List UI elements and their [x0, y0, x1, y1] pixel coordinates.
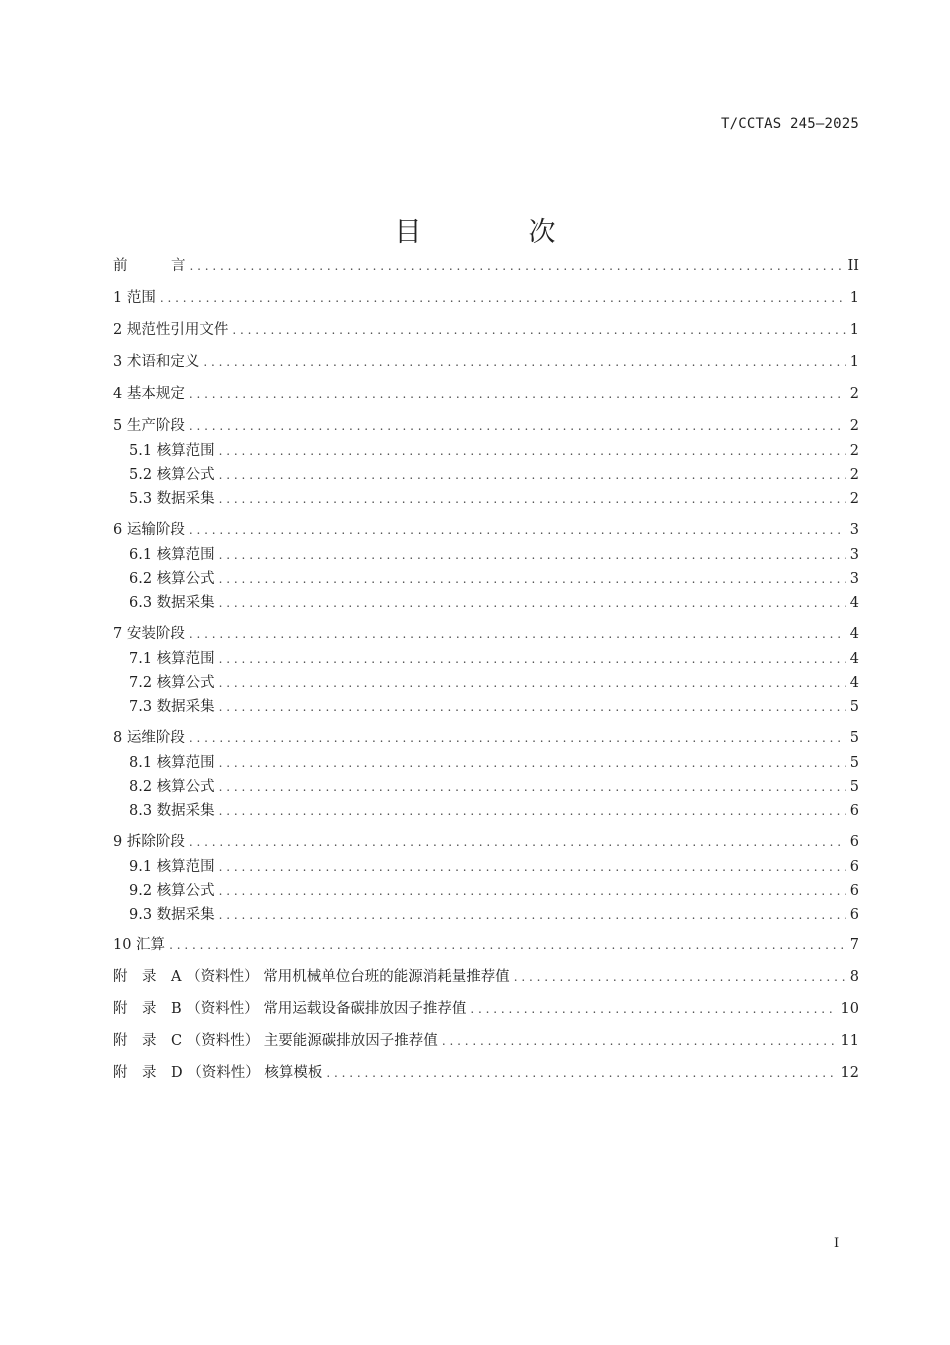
toc-entry-page: 5 [849, 699, 859, 715]
toc-entry[interactable] [113, 256, 859, 276]
toc-entry[interactable] [129, 673, 859, 693]
toc-dot-leader [219, 489, 846, 509]
toc-entry-page: 2 [849, 443, 859, 459]
toc-dot-leader [189, 624, 846, 644]
toc-dot-leader [326, 1063, 836, 1083]
toc-dot-leader [189, 728, 846, 748]
toc-entry[interactable] [129, 857, 859, 877]
toc-dot-leader [189, 520, 846, 540]
toc-entry-page: 6 [849, 859, 859, 875]
toc-dot-leader [232, 320, 845, 340]
toc-dot-leader [219, 593, 846, 613]
toc-entry-page: 2 [849, 491, 859, 507]
toc-entry-page: 5 [849, 730, 859, 746]
toc-entry-label: 7.1 核算范围 [129, 651, 215, 667]
toc-dot-leader [219, 465, 846, 485]
document-code: T/CCTAS 245—2025 [720, 116, 859, 132]
toc-dot-leader [169, 935, 846, 955]
toc-entry[interactable] [113, 520, 859, 540]
toc-entry-label: 附 录 D （资料性） 核算模板 [113, 1065, 323, 1081]
toc-entry-label: 7.3 数据采集 [129, 699, 215, 715]
toc-entry-label: 1 范围 [113, 290, 156, 306]
toc-dot-leader [189, 416, 846, 436]
toc-dot-leader [219, 777, 846, 797]
toc-entry-page: 1 [849, 290, 859, 306]
toc-entry-label: 前 言 [113, 258, 186, 274]
toc-dot-leader [219, 649, 846, 669]
toc-entry[interactable] [129, 593, 859, 613]
toc-entry-label: 附 录 A （资料性） 常用机械单位台班的能源消耗量推荐值 [113, 969, 510, 985]
toc-entry[interactable] [113, 967, 859, 987]
toc-entry-page: 2 [849, 418, 859, 434]
toc-entry-label: 6 运输阶段 [113, 522, 185, 538]
toc-entry[interactable] [113, 288, 859, 308]
toc-entry-label: 6.3 数据采集 [129, 595, 215, 611]
toc-entry-page: 2 [849, 386, 859, 402]
toc-entry-page: 4 [849, 626, 859, 642]
toc-entry-page: 6 [849, 834, 859, 850]
toc-entry-page: 11 [840, 1033, 859, 1049]
toc-entry[interactable] [113, 1063, 859, 1083]
toc-entry[interactable] [113, 1031, 859, 1051]
toc-entry-label: 6.1 核算范围 [129, 547, 215, 563]
toc-entry-page: 3 [849, 571, 859, 587]
toc-dot-leader [219, 545, 846, 565]
toc-dot-leader [219, 905, 846, 925]
toc-entry[interactable] [113, 999, 859, 1019]
toc-dot-leader [219, 569, 846, 589]
toc-dot-leader [219, 801, 846, 821]
toc-entry[interactable] [113, 624, 859, 644]
toc-entry[interactable] [113, 935, 859, 955]
toc-entry[interactable] [129, 697, 859, 717]
toc-dot-leader [203, 352, 845, 372]
toc-entry-page: 3 [849, 547, 859, 563]
toc-entry-page: 2 [849, 467, 859, 483]
toc-dot-leader [219, 673, 846, 693]
toc-entry-page: 1 [849, 322, 859, 338]
toc-entry[interactable] [129, 801, 859, 821]
toc-entry-label: 附 录 B （资料性） 常用运载设备碳排放因子推荐值 [113, 1001, 467, 1017]
toc-entry-page: 5 [849, 755, 859, 771]
toc-entry[interactable] [113, 728, 859, 748]
toc-entry-page: 4 [849, 675, 859, 691]
toc-dot-leader [160, 288, 846, 308]
toc-entry-page: 12 [840, 1065, 859, 1081]
toc-entry-label: 8.3 数据采集 [129, 803, 215, 819]
toc-entry-label: 7.2 核算公式 [129, 675, 215, 691]
toc-entry-label: 8.1 核算范围 [129, 755, 215, 771]
toc-entry-label: 7 安装阶段 [113, 626, 185, 642]
toc-entry-page: 6 [849, 883, 859, 899]
toc-entry[interactable] [113, 384, 859, 404]
toc-entry-page: 4 [849, 595, 859, 611]
toc-entry-label: 5 生产阶段 [113, 418, 185, 434]
toc-entry[interactable] [129, 489, 859, 509]
toc-entry-label: 9.2 核算公式 [129, 883, 215, 899]
toc-entry-label: 6.2 核算公式 [129, 571, 215, 587]
toc-entry-label: 5.3 数据采集 [129, 491, 215, 507]
toc-entry-label: 8 运维阶段 [113, 730, 185, 746]
toc-entry-page: 8 [849, 969, 859, 985]
toc-entry[interactable] [129, 441, 859, 461]
toc-entry-page: 7 [849, 937, 859, 953]
toc-entry-label: 9 拆除阶段 [113, 834, 185, 850]
toc-entry[interactable] [113, 352, 859, 372]
toc-dot-leader [190, 256, 844, 276]
toc-entry-label: 附 录 C （资料性） 主要能源碳排放因子推荐值 [113, 1033, 438, 1049]
toc-dot-leader [219, 881, 846, 901]
toc-entry-label: 10 汇算 [113, 937, 166, 953]
page-number: I [834, 1236, 840, 1251]
toc-entry-page: II [847, 258, 859, 274]
toc-entry[interactable] [113, 832, 859, 852]
toc-dot-leader [514, 967, 846, 987]
toc-entry-page: 1 [849, 354, 859, 370]
toc-entry-label: 4 基本规定 [113, 386, 185, 402]
toc-entry[interactable] [129, 777, 859, 797]
toc-dot-leader [219, 697, 846, 717]
toc-entry[interactable] [113, 320, 859, 340]
toc-entry[interactable] [113, 416, 859, 436]
toc-entry-page: 6 [849, 907, 859, 923]
toc-entry[interactable] [129, 905, 859, 925]
toc-entry-label: 5.1 核算范围 [129, 443, 215, 459]
toc-entry-page: 3 [849, 522, 859, 538]
toc-dot-leader [219, 753, 846, 773]
toc-entry[interactable] [129, 881, 859, 901]
toc-entry-label: 9.3 数据采集 [129, 907, 215, 923]
toc-entry[interactable] [129, 753, 859, 773]
toc-dot-leader [219, 441, 846, 461]
toc-entry-page: 10 [840, 1001, 859, 1017]
toc-entry[interactable] [129, 649, 859, 669]
page-title: 目 次 [394, 217, 596, 248]
toc-entry[interactable] [129, 465, 859, 485]
toc-dot-leader [470, 999, 836, 1019]
toc-dot-leader [189, 832, 846, 852]
toc-entry-label: 3 术语和定义 [113, 354, 200, 370]
toc-entry-page: 5 [849, 779, 859, 795]
toc-dot-leader [189, 384, 846, 404]
toc-entry-label: 5.2 核算公式 [129, 467, 215, 483]
toc-entry[interactable] [129, 545, 859, 565]
toc-dot-leader [442, 1031, 837, 1051]
toc-entry[interactable] [129, 569, 859, 589]
toc-entry-label: 9.1 核算范围 [129, 859, 215, 875]
toc-entry-label: 2 规范性引用文件 [113, 322, 229, 338]
toc-dot-leader [219, 857, 846, 877]
toc-entry-page: 4 [849, 651, 859, 667]
toc-entry-label: 8.2 核算公式 [129, 779, 215, 795]
toc-entry-page: 6 [849, 803, 859, 819]
